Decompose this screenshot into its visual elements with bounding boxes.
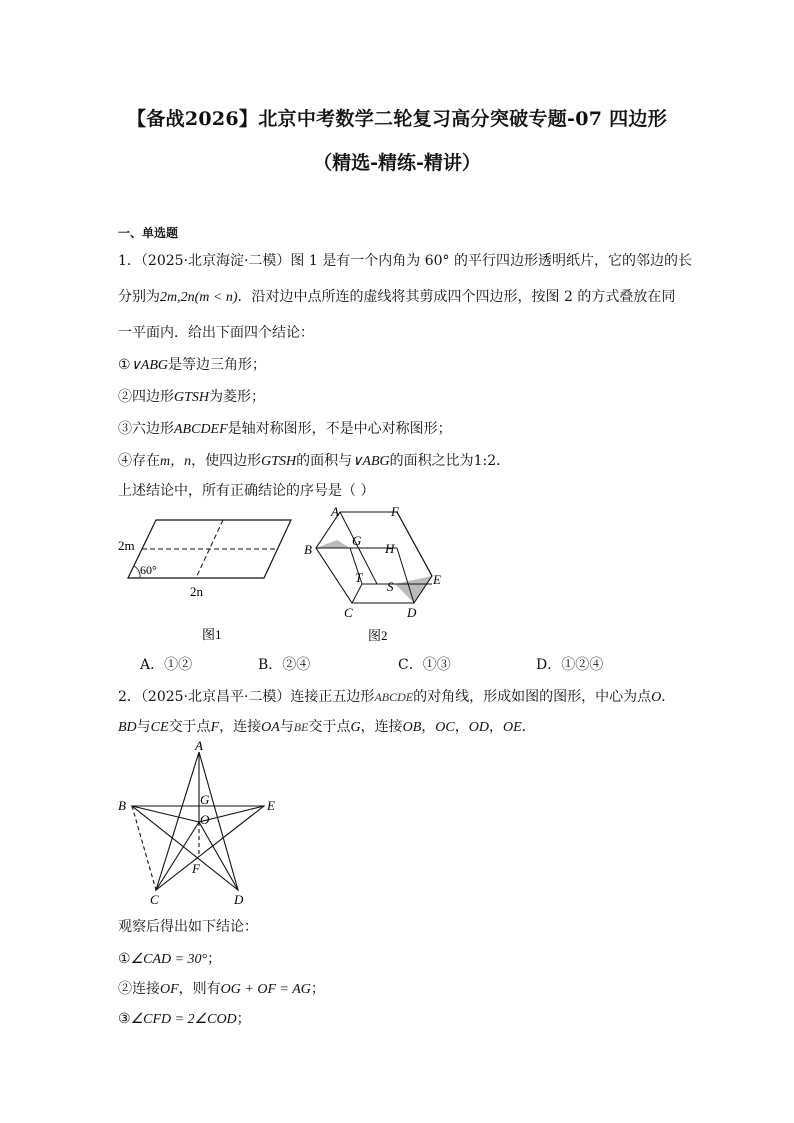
vertex-label-D: D (234, 892, 244, 907)
page-title: 【备战2026】北京中考数学二轮复习高分突破专题-07 四边形 (126, 108, 668, 130)
vertex-label-B: B (118, 798, 126, 813)
figure-1-parallelogram (114, 508, 304, 648)
q2-conclusion-2: ②连接OF，则有OG + OF = AG； (118, 981, 325, 997)
math-expression: 2m,2n (160, 290, 195, 305)
segment-OC (156, 822, 199, 890)
vertex-label-S: S (387, 579, 394, 594)
vertex-label-D: D (407, 605, 417, 620)
segment-OD (199, 822, 238, 890)
q1-ask: 上述结论中，所有正确结论的序号是（ ） (118, 483, 375, 499)
vertex-label-C: C (344, 605, 353, 620)
figure-2-caption: 图2 (368, 628, 388, 643)
q2-observe: 观察后得出如下结论： (118, 919, 258, 935)
q2-stem-line1: 2．（2025·北京昌平·二模）连接正五边形ABCDE的对角线，形成如图的图形，中心为点O． (118, 689, 676, 705)
math-expression: ∠CFD = 2∠COD (130, 1012, 237, 1027)
math-expression: ∨ABG (130, 358, 169, 373)
shaded-triangle-SED (395, 576, 432, 603)
math-expression: ABCDEF (174, 422, 228, 437)
label-60-degree: 60° (140, 563, 157, 577)
vertex-label-F: F (192, 861, 200, 876)
vertex-label-T: T (355, 570, 363, 585)
vertex-label-H: H (385, 541, 395, 556)
line-TC (352, 584, 362, 603)
dashed-side-BC (132, 806, 156, 890)
vertex-label-E: E (433, 572, 441, 587)
q1-stem-line3: 一平面内．给出下面四个结论： (118, 325, 314, 341)
math-expression: ABCDE (374, 690, 414, 704)
label-2m: 2m (118, 538, 135, 553)
q2-conclusion-1: ①∠CAD = 30°； (118, 951, 222, 967)
vertex-label-C: C (150, 892, 159, 907)
vertex-label-G: G (352, 533, 362, 548)
vertex-label-F: F (391, 504, 399, 519)
choice-d[interactable]: D．①②④ (536, 657, 604, 673)
math-expression: OG + OF = AG (220, 982, 311, 997)
figure-2-hexagon (300, 500, 460, 650)
q2-conclusion-3: ③∠CFD = 2∠COD； (118, 1011, 251, 1027)
choice-c[interactable]: C．①③ (398, 657, 451, 673)
math-expression: GTSH (174, 390, 210, 405)
q1-statement-1: ①∨ABG是等边三角形； (118, 357, 267, 373)
math-expression: OF (160, 982, 179, 997)
section-heading: 一、单选题 (118, 226, 179, 240)
math-expression: ∠CAD = 30° (130, 952, 208, 967)
vertex-label-A: A (195, 740, 203, 753)
choice-b[interactable]: B．②④ (258, 657, 311, 673)
q1-statement-3: ③六边形ABCDEF是轴对称图形，不是中心对称图形； (118, 421, 452, 437)
choice-a[interactable]: A．①② (140, 657, 193, 673)
math-expression: O (651, 690, 662, 705)
vertex-label-O: O (200, 812, 210, 827)
math-expression: (m < n) (194, 290, 238, 305)
q1-statement-4: ④存在m，n，使四边形GTSH的面积与∨ABG的面积之比为1:2． (118, 453, 511, 469)
q1-stem-line1: 1．（2025·北京海淀·二模）图 1 是有一个内角为 60° 的平行四边形透明纸片，它的邻边的长 (118, 253, 692, 269)
vertex-label-E: E (267, 798, 275, 813)
vertex-label-B: B (304, 542, 312, 557)
math-expression: 1:2 (473, 453, 497, 469)
figure-pentagram (112, 740, 282, 910)
math-expression: m，n (160, 454, 192, 469)
figure-1-caption: 图1 (202, 627, 222, 642)
vertex-label-A: A (331, 504, 339, 519)
label-2n: 2n (190, 584, 203, 599)
math-expression: GTSH (261, 454, 297, 469)
vertex-label-G: G (200, 792, 210, 807)
math-expression: ∨ABG (352, 454, 390, 469)
q1-statement-2: ②四边形GTSH为菱形； (118, 389, 266, 405)
q2-stem-line2: BD与CE交于点F，连接OA与BE交于点G，连接OB，OC，OD，OE． (118, 719, 536, 735)
line-HD (397, 548, 414, 603)
q1-stem-line2: 分别为2m,2n(m < n)．沿对边中点所连的虚线将其剪成四个四边形，按图 2 的方式叠放在同 (118, 289, 676, 305)
page-subtitle: （精选-精练-精讲） (313, 152, 481, 174)
